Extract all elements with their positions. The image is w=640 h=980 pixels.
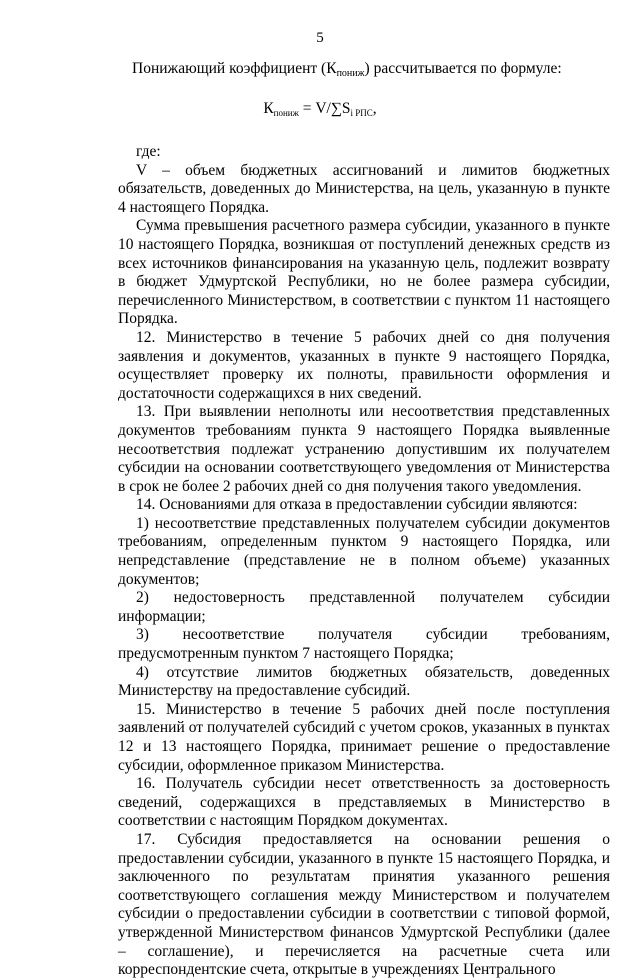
formula-intro [132,60,562,79]
formula-rhs: = V/∑S [298,100,351,117]
paragraph-14-item-1: 1) несоответствие представленных получателем субсидии документов требованиям, определенным пунктом 9 настоящего Порядка, или непредставление (представление не в полном объеме) указанных документов; [118,514,610,588]
formula-intro-subscript: пониж [336,68,365,79]
formula-lhs-subscript: пониж [273,108,299,118]
paragraph-16: 16. Получатель субсидии несет ответственность за достоверность сведений, содержащихся в представляемых в Министерство в соответствии с настоящим Порядком документах. [118,775,610,830]
formula-intro-tail: ) рассчитывается по формуле: [364,60,562,77]
paragraph-excess-return: Сумма превышения расчетного размера субсидии, указанного в пункте 10 настоящего Порядка, возникшая от поступлений денежных средств из всех источников финансирования на указанную цель, подлежит возврату в бюджет Удмуртской Республики, но не более размера субсидии, перечисленного Министерством, в соответствии с пунктом 11 настоящего Порядка. [118,217,610,328]
paragraph-17: 17. Субсидия предоставляется на основании решения о предоставлении субсидии, указанного в пункте 15 настоящего Порядка, и заключенного по результатам принятия указанного решения соответствующего соглашения между Министерством и получателем субсидии о предоставлении субсидии в соответствии с типовой формой, утвержденной Министерством финансов Удмуртской Республики (далее – соглашение), и перечисляется на расчетные счета или корреспондентские счета, открытые в учреждениях Центрального [118,830,610,979]
formula-intro-text: Понижающий коэффициент (К [132,60,337,77]
paragraph-14-item-4: 4) отсутствие лимитов бюджетных обязательств, доведенных Министерству на предоставление субсидий. [118,663,610,700]
formula [0,100,640,118]
paragraph-15: 15. Министерство в течение 5 рабочих дней после поступления заявлений от получателей субсидий с учетом сроков, указанных в пунктах 12 и 13 настоящего Порядка, принимает решение о предоставление субсидии, оформленное приказом Министерства. [118,700,610,774]
document-body [118,128,610,980]
page-number: 5 [316,30,324,46]
paragraph-14-item-2: 2) недостоверность представленной получателем субсидии информации; [118,589,610,625]
formula-lhs: К [263,100,274,117]
paragraph-v-definition: V – объем бюджетных ассигнований и лимитов бюджетных обязательств, доведенных до Министерства, на цель, указанную в пункте 4 настоящего Порядка. [118,161,610,216]
paragraph-14: 14. Основаниями для отказа в предоставлении субсидии являются: [136,496,578,514]
paragraph-where: где: [136,143,161,160]
paragraph-12: 12. Министерство в течение 5 рабочих дней со дня получения заявления и документов, указанных в пункте 9 настоящего Порядка, осуществляет проверку их полноты, правильности оформления и достаточности содержащихся в них сведений. [118,328,610,402]
formula-tail: , [372,100,377,117]
paragraph-14-item-3: 3) несоответствие получателя субсидии требованиям, предусмотренным пунктом 7 настоящего Порядка; [118,626,610,663]
formula-rhs-subscript: i РПС [350,108,373,118]
paragraph-13: 13. При выявлении неполноты или несоответствия представленных документов требованиям пункта 9 настоящего Порядка выявленные несоответствия подлежат устранению допустившим их получателем субсидии на основании соответствующего уведомления от Министерства в срок не более 2 рабочих дней со дня получения такого уведомления. [118,403,610,495]
